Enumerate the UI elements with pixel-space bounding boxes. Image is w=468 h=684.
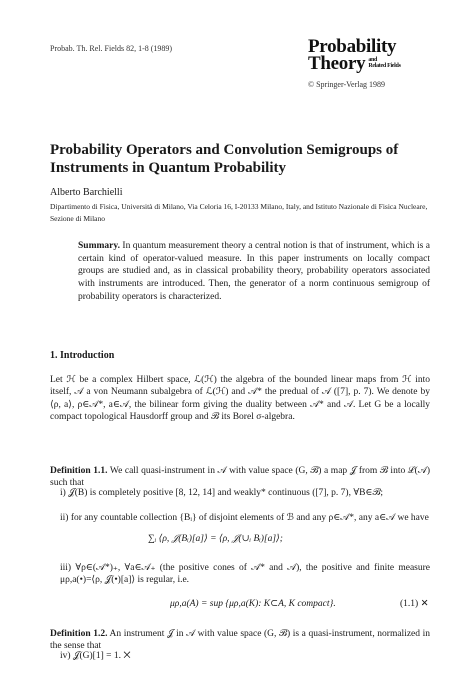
brand-sub-related-fields: Related Fields: [368, 63, 401, 69]
author-affiliation: Dipartimento di Fisica, Università di Milano, Via Celoria 16, I-20133 Milano, Italy, and Istituto Nazionale di Fisica Nucleare, Sezione di Milano: [50, 202, 428, 223]
summary-text: In quantum measurement theory a central notion is that of instrument, which is a certain kind of operator-valued measure. In this paper instruments on locally compact groups are studied and, as in classical probability theory, probability operators associated with instruments are introduced. Then, the generator of a norm continuous semigroup of probability operators is characterized.: [78, 241, 430, 302]
definition-1-1-text: We call quasi-instrument in 𝒜 with value space (G, ℬ) a map 𝒥 from ℬ into ℒ(𝒜) such that: [50, 466, 430, 489]
definition-1-2-text: An instrument 𝒥 in 𝒜 with value space (G, ℬ) is a quasi-instrument, normalized in the sense that: [50, 629, 431, 652]
brand-line-probability: Probability: [308, 36, 397, 57]
paper-author: Alberto Barchielli: [50, 187, 123, 198]
journal-brand-logo: [308, 38, 458, 72]
definition-1-1-condition-ii: ii) for any countable collection {Bᵢ} of disjoint elements of ℬ and any ρ∈𝒜*, any a∈𝒜 we have: [60, 513, 429, 523]
definition-1-2-condition-iv: iv) 𝒥(G)[1] = 1. ✕: [60, 651, 131, 661]
equation-regularity: μρ,a(A) = sup {μρ,a(K): K⊂A, K compact}.: [170, 599, 336, 609]
intro-paragraph: Let ℋ be a complex Hilbert space, ℒ(ℋ) the algebra of the bounded linear maps from ℋ into itself, 𝒜 a von Neumann subalgebra of ℒ(ℋ) and 𝒜* the predual of 𝒜 ([7], p. 7). We denote by ⟨ρ, a⟩, ρ∈𝒜*, a∈𝒜, the bilinear form giving the duality between 𝒜* and 𝒜. Let G be a locally compact topological Hausdorff group and ℬ its Borel σ-algebra.: [50, 375, 430, 423]
summary-label: Summary.: [78, 241, 120, 251]
definition-1-1-condition-iii: iii) ∀ρ∈(𝒜*)₊, ∀a∈𝒜₊ (the positive cones of 𝒜* and 𝒜), the positive and finite measure μρ,a(•)=⟨ρ, 𝒥(•)[a]⟩ is regular, i.e.: [60, 563, 430, 586]
brand-subtitle: [368, 57, 400, 72]
brand-sub-and: and: [368, 57, 378, 63]
equation-number-1-1: (1.1) ✕: [400, 599, 429, 609]
definition-1-2-label: Definition 1.2.: [50, 629, 108, 639]
journal-reference: Probab. Th. Rel. Fields 82, 1-8 (1989): [50, 44, 173, 53]
abstract-summary: [78, 240, 430, 304]
definition-1-1-label: Definition 1.1.: [50, 466, 108, 476]
definition-1-1-condition-i: i) 𝒥(B) is completely positive [8, 12, 14] and weakly* continuous ([7], p. 7), ∀B∈ℬ;: [60, 488, 384, 498]
section-heading: 1. Introduction: [50, 350, 115, 361]
paper-title: Probability Operators and Convolution Semigroups of Instruments in Quantum Probability: [50, 142, 399, 176]
publisher-copyright: © Springer-Verlag 1989: [308, 80, 386, 89]
brand-word-theory: Theory: [308, 53, 366, 74]
equation-countable-additivity: ∑ᵢ ⟨ρ, 𝒥(Bᵢ)[a]⟩ = ⟨ρ, 𝒥(∪ᵢ Bᵢ)[a]⟩;: [148, 534, 283, 544]
brand-line-theory: [308, 55, 458, 72]
